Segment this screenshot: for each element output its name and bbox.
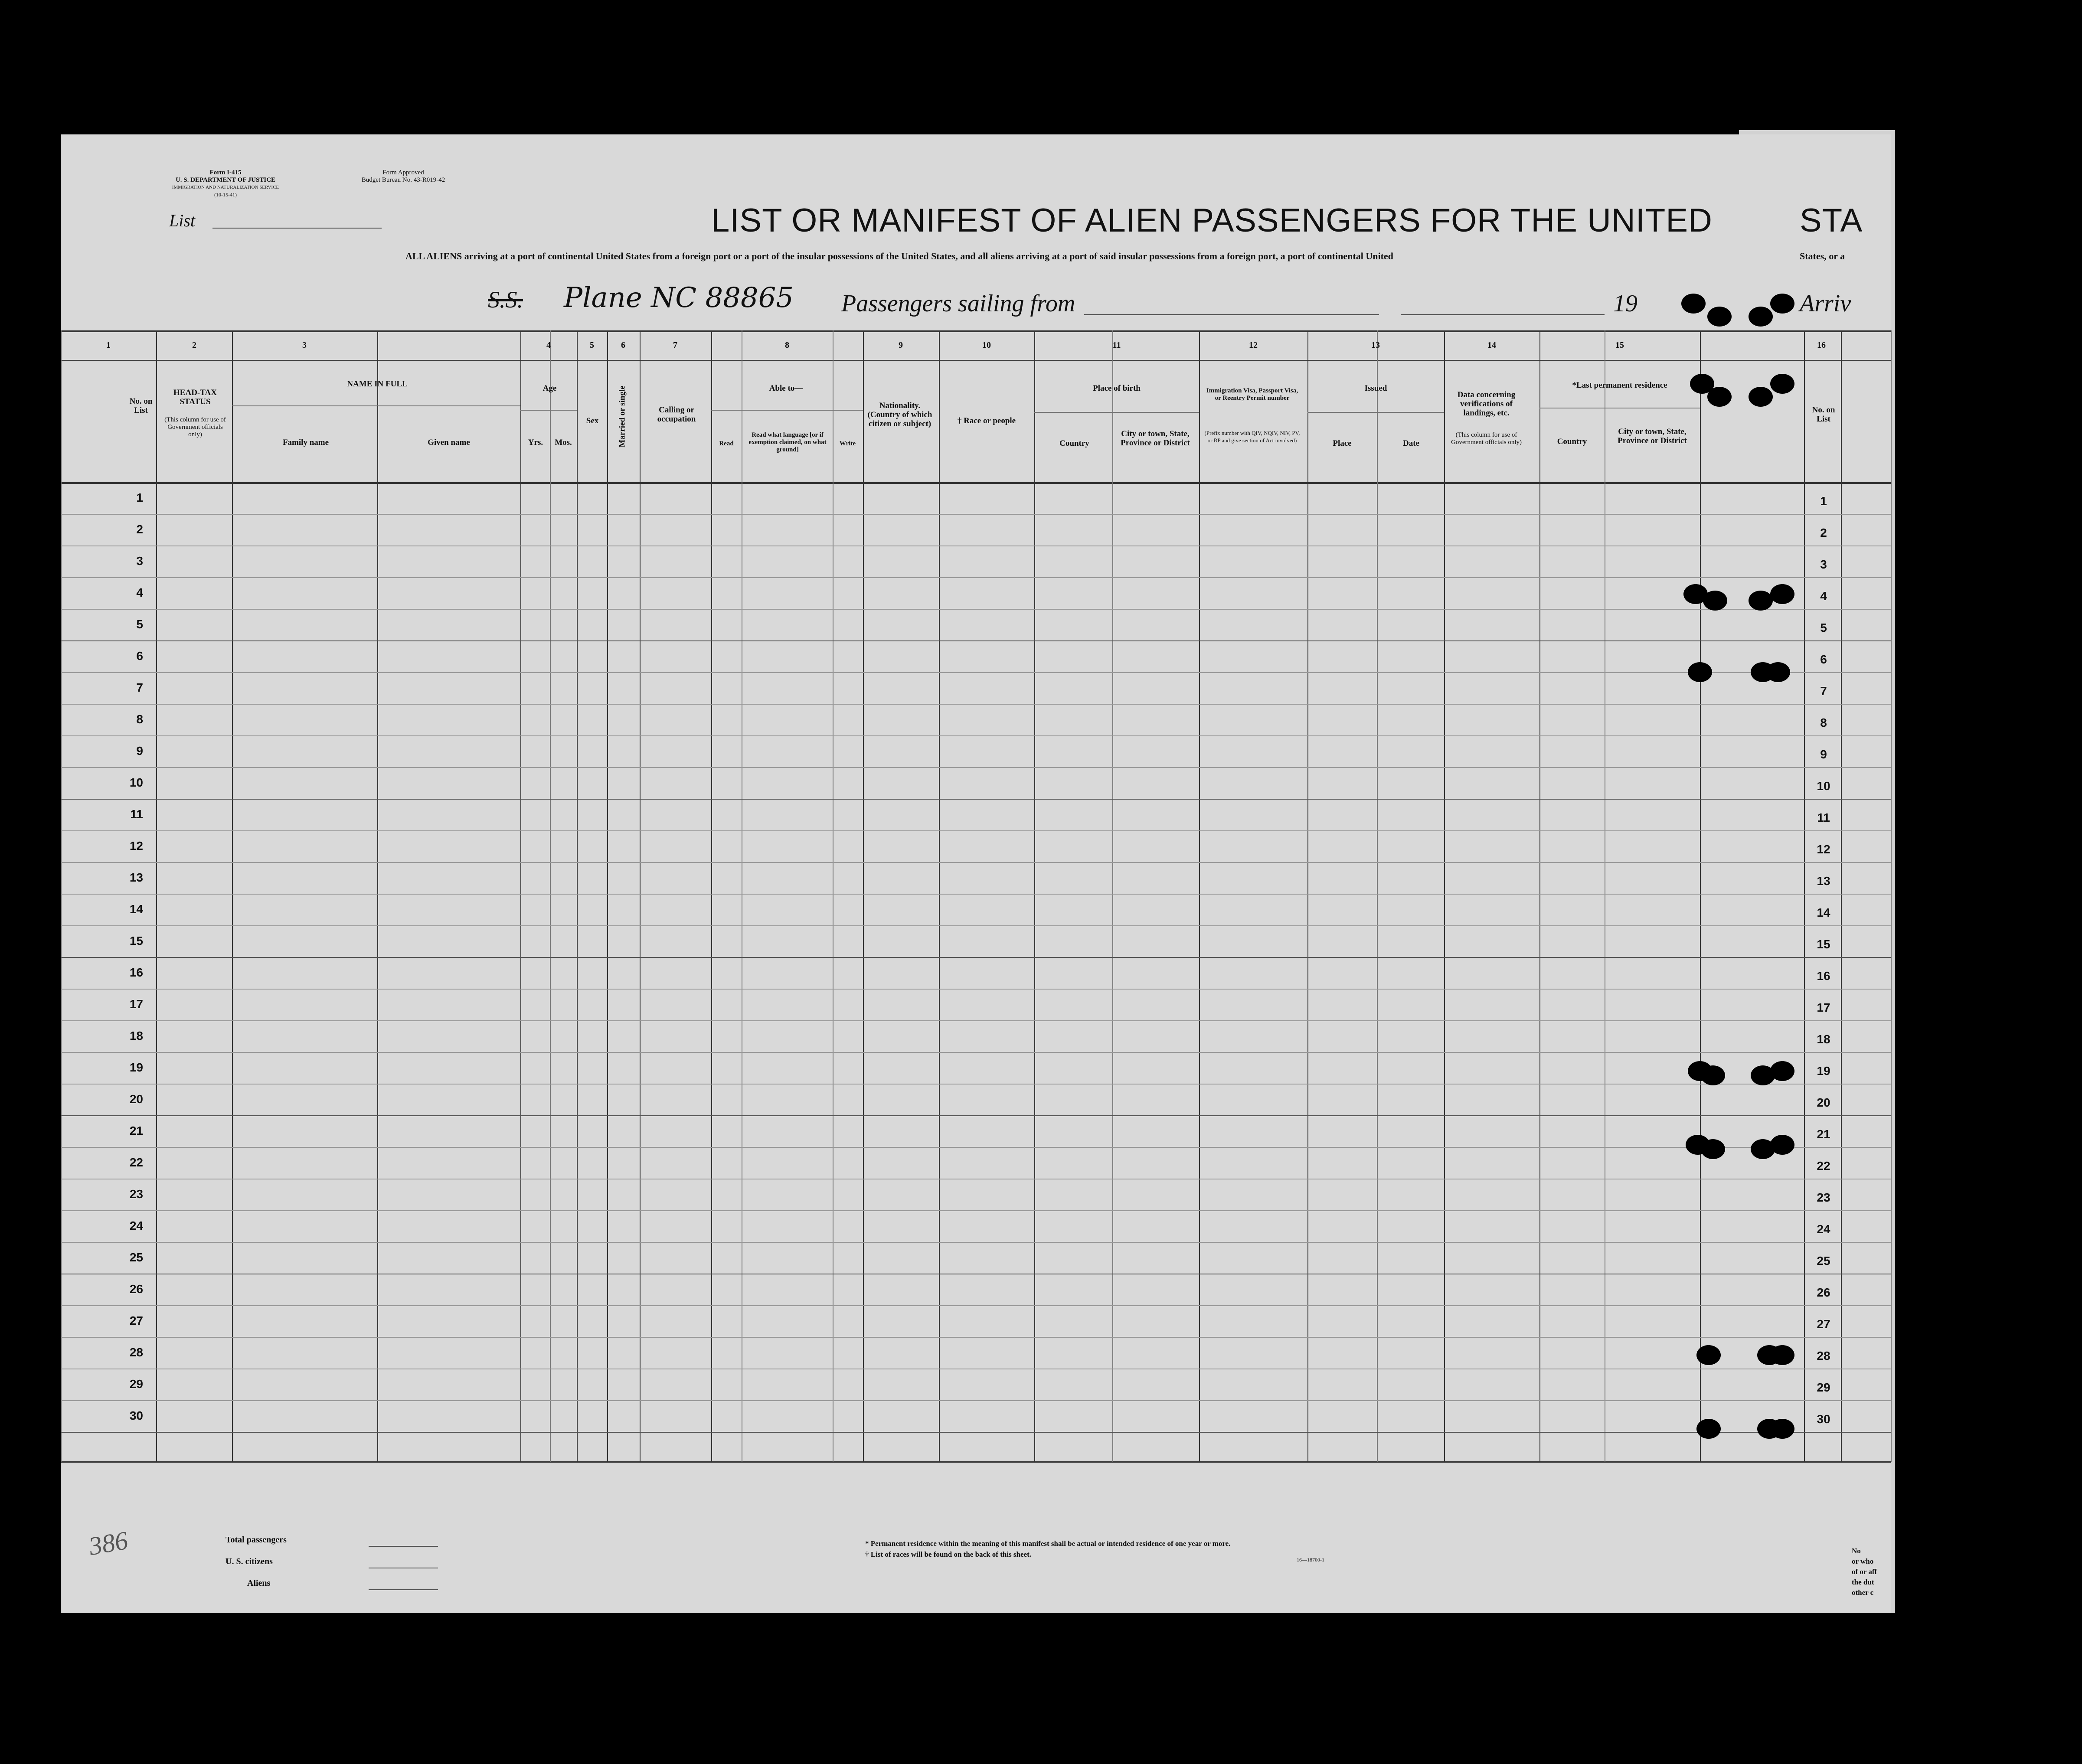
column-number: 2 [192, 340, 196, 350]
header-residence-city: City or town, State, Province or District [1618, 427, 1687, 445]
row-rule [61, 989, 1891, 990]
punch-hole [1681, 294, 1706, 314]
list-blank [212, 228, 382, 229]
column-divider [1199, 330, 1200, 1462]
row-number-right: 11 [1817, 811, 1830, 824]
row-rule [61, 894, 1891, 895]
column-divider [1841, 330, 1842, 1462]
row-number-right: 24 [1817, 1222, 1830, 1236]
row-number: 8 [136, 712, 143, 726]
row-rule [61, 799, 1891, 800]
row-number: 2 [136, 523, 143, 536]
header-able-to: Able to— [769, 384, 803, 393]
column-number: 14 [1487, 340, 1496, 350]
column-number: 1 [106, 340, 111, 350]
column-divider [1034, 330, 1035, 1462]
fragment-line: other c [1852, 1588, 1874, 1597]
header-last-residence: *Last permanent residence [1572, 381, 1667, 390]
row-rule [61, 925, 1891, 926]
row-number: 19 [129, 1061, 143, 1074]
row-number: 16 [129, 966, 143, 979]
row-number-right: 4 [1820, 589, 1827, 603]
row-number-right: 16 [1817, 969, 1830, 983]
row-rule [61, 1400, 1891, 1401]
column-number: 3 [302, 340, 307, 350]
table-bottom-rule [61, 1461, 1891, 1463]
header-race: † Race or people [957, 416, 1016, 425]
punch-hole [1770, 584, 1794, 604]
column-divider [1539, 330, 1540, 1462]
fragment-line: the dut [1852, 1578, 1874, 1586]
punch-hole [1770, 1345, 1794, 1365]
header-nationality: Nationality. (Country of which citizen or subject) [867, 401, 932, 428]
row-number-right: 14 [1817, 906, 1830, 919]
subheader-rule [711, 410, 863, 411]
row-number: 26 [129, 1282, 143, 1296]
sailing-from-label: Passengers sailing from [841, 290, 1075, 317]
column-number: 13 [1371, 340, 1380, 350]
date-blank [1401, 314, 1605, 315]
column-divider [156, 330, 157, 1462]
sailing-from-blank [1084, 314, 1379, 315]
column-number: 9 [899, 340, 903, 350]
header-age: Age [543, 384, 557, 393]
header-bottom-rule [61, 482, 1891, 484]
row-number-right: 2 [1820, 526, 1827, 539]
column-number: 10 [982, 340, 991, 350]
budget-info [338, 169, 468, 184]
row-number-right: 26 [1817, 1286, 1830, 1299]
column-divider [863, 330, 864, 1462]
date-code: (10-15-41) [214, 192, 237, 198]
page-title-continued: STA [1800, 202, 1863, 239]
punch-hole [1770, 1419, 1794, 1439]
handwritten-ship-name: Plane NC 88865 [564, 282, 794, 314]
row-rule [61, 1020, 1891, 1021]
punch-hole [1770, 1061, 1794, 1081]
fragment-line: or who [1852, 1557, 1874, 1565]
row-rule [61, 1432, 1891, 1433]
punch-hole [1701, 1065, 1725, 1085]
footer-citizens-label: U. S. citizens [226, 1557, 273, 1566]
footer-note-residence: * Permanent residence within the meaning of this manifest shall be actual or intended residence of one year or more. [865, 1539, 1231, 1548]
header-sex: Sex [586, 416, 599, 425]
right-margin-fragments [1852, 1546, 1877, 1598]
column-divider [232, 330, 233, 1462]
row-number: 24 [129, 1219, 143, 1232]
footer-print-code: 16—18700-1 [1297, 1557, 1324, 1563]
header-mos: Mos. [555, 438, 572, 447]
column-number: 15 [1615, 340, 1624, 350]
header-yrs: Yrs. [528, 438, 543, 447]
row-number-right: 8 [1820, 716, 1827, 729]
footer-aliens-blank [369, 1589, 438, 1590]
row-number-right: 28 [1817, 1349, 1830, 1362]
punch-hole [1766, 662, 1790, 682]
row-number: 5 [136, 617, 143, 631]
column-divider [61, 330, 62, 1462]
row-rule [61, 862, 1891, 863]
budget-bureau: Budget Bureau No. 43-R019-42 [361, 176, 445, 183]
footer-total-blank [369, 1546, 438, 1547]
row-number-right: 6 [1820, 653, 1827, 666]
header-no-on-list: No. on List [129, 397, 153, 415]
column-divider [377, 330, 378, 1462]
subtitle-continued: States, or a [1800, 251, 1845, 261]
punch-hole [1688, 662, 1712, 682]
handwritten-page-number: 386 [86, 1526, 130, 1561]
header-issued: Issued [1364, 384, 1387, 393]
row-rule [61, 830, 1891, 831]
punch-hole [1703, 591, 1727, 611]
row-rule [61, 1337, 1891, 1338]
column-divider [1377, 330, 1378, 1462]
department: U. S. DEPARTMENT OF JUSTICE [175, 176, 276, 183]
row-number-right: 18 [1817, 1032, 1830, 1046]
header-no-on-list-right: No. on List [1812, 405, 1835, 424]
subheader-rule [1307, 412, 1444, 413]
row-number: 18 [129, 1029, 143, 1042]
row-number-right: 13 [1817, 874, 1830, 888]
punch-hole [1696, 1419, 1721, 1439]
column-divider [1891, 330, 1892, 1462]
column-divider [577, 330, 578, 1462]
row-rule [61, 609, 1891, 610]
row-number-right: 19 [1817, 1064, 1830, 1078]
column-divider [1700, 330, 1701, 1462]
arrival-label: Arriv [1800, 290, 1851, 317]
row-number-right: 30 [1817, 1412, 1830, 1426]
header-residence-country: Country [1557, 437, 1587, 446]
row-rule [61, 1242, 1891, 1243]
colnum-rule [61, 360, 1891, 361]
row-number-right: 10 [1817, 779, 1830, 793]
row-number-right: 3 [1820, 558, 1827, 571]
row-rule [61, 704, 1891, 705]
row-number-right: 29 [1817, 1381, 1830, 1394]
header-read: Read [719, 440, 734, 447]
header-data-concerning: Data concerning verifications of landings, etc. [1457, 390, 1516, 418]
row-rule [61, 1147, 1891, 1148]
row-rule [61, 1210, 1891, 1211]
row-number: 28 [129, 1346, 143, 1359]
row-number: 25 [129, 1251, 143, 1264]
header-read-language: Read what language [or if exemption claimed, on what ground] [748, 431, 827, 453]
punch-hole [1749, 307, 1773, 327]
header-place-of-birth: Place of birth [1093, 384, 1141, 393]
column-number: 11 [1112, 340, 1121, 350]
header-data-note: (This column for use of Government officials only) [1451, 431, 1522, 446]
row-rule [61, 1052, 1891, 1053]
row-number: 13 [129, 871, 143, 884]
punch-hole [1707, 307, 1732, 327]
column-number: 12 [1249, 340, 1258, 350]
page-title: LIST OR MANIFEST OF ALIEN PASSENGERS FOR THE UNITED [711, 202, 1713, 239]
row-number: 7 [136, 681, 143, 694]
header-head-tax-note: (This column for use of Government officials only) [164, 416, 226, 438]
row-rule [61, 767, 1891, 768]
row-number: 23 [129, 1187, 143, 1201]
punch-hole [1770, 1135, 1794, 1155]
row-rule [61, 640, 1891, 641]
row-rule [61, 1084, 1891, 1085]
row-rule [61, 672, 1891, 673]
header-place: Place [1333, 439, 1352, 448]
fragment-line: No [1852, 1547, 1861, 1555]
row-rule [61, 514, 1891, 515]
punch-hole [1770, 374, 1794, 394]
form-number: Form I-415 [209, 169, 242, 176]
row-number: 1 [136, 491, 143, 504]
header-head-tax: HEAD-TAX STATUS [173, 388, 217, 406]
row-number-right: 15 [1817, 938, 1830, 951]
column-number: 6 [621, 340, 625, 350]
row-number-right: 25 [1817, 1254, 1830, 1267]
row-rule [61, 1305, 1891, 1306]
header-family-name: Family name [282, 438, 329, 447]
header-name-in-full: NAME IN FULL [347, 379, 408, 389]
column-number: 4 [546, 340, 551, 350]
row-number: 20 [129, 1092, 143, 1106]
row-number: 9 [136, 744, 143, 758]
row-number: 15 [129, 934, 143, 947]
header-married: Married or single [618, 385, 627, 448]
header-visa: Immigration Visa, Passport Visa, or Reentry Permit number [1206, 387, 1298, 402]
subheader-rule [1034, 412, 1199, 413]
fragment-line: of or aff [1852, 1568, 1877, 1576]
row-number: 29 [129, 1377, 143, 1391]
footer-aliens-label: Aliens [247, 1578, 271, 1588]
header-city: City or town, State, Province or District [1121, 429, 1190, 448]
footer-total-label: Total passengers [226, 1535, 287, 1545]
row-number-right: 1 [1820, 494, 1827, 508]
punch-hole [1701, 1139, 1725, 1159]
row-number: 4 [136, 586, 143, 599]
row-number: 12 [129, 839, 143, 853]
header-calling: Calling or occupation [657, 405, 696, 424]
row-number-right: 7 [1820, 684, 1827, 698]
row-number: 22 [129, 1156, 143, 1169]
row-rule [61, 577, 1891, 578]
column-number: 7 [673, 340, 677, 350]
list-label: List [169, 211, 196, 230]
punch-hole [1707, 387, 1732, 407]
row-rule [61, 735, 1891, 736]
header-country: Country [1059, 439, 1089, 448]
column-divider [1112, 330, 1113, 1462]
column-number: 16 [1817, 340, 1826, 350]
header-visa-note: (Prefix number with QIV, NQIV, NIV, PV, or RP and give section of Act involved) [1204, 430, 1300, 444]
column-divider [1307, 330, 1308, 1462]
row-number: 10 [129, 776, 143, 789]
row-number-right: 5 [1820, 621, 1827, 634]
header-date: Date [1403, 439, 1419, 448]
row-number-right: 23 [1817, 1191, 1830, 1204]
row-rule [61, 1115, 1891, 1116]
year-label: 19 [1613, 290, 1637, 317]
column-divider [550, 330, 551, 1462]
row-number-right: 20 [1817, 1096, 1830, 1109]
row-number: 14 [129, 902, 143, 916]
column-divider [520, 330, 521, 1462]
ship-prefix: S.S. [488, 287, 523, 313]
row-number: 17 [129, 997, 143, 1011]
punch-hole [1749, 591, 1773, 611]
header-given-name: Given name [428, 438, 470, 447]
service: IMMIGRATION AND NATURALIZATION SERVICE [172, 185, 279, 190]
header-write: Write [839, 440, 856, 447]
column-divider [607, 330, 608, 1462]
row-number-right: 27 [1817, 1317, 1830, 1331]
table-top-rule [61, 330, 1891, 332]
row-number-right: 22 [1817, 1159, 1830, 1173]
row-number: 21 [129, 1124, 143, 1137]
row-number-right: 21 [1817, 1127, 1830, 1141]
column-number: 5 [590, 340, 594, 350]
column-divider [640, 330, 641, 1462]
row-number: 27 [129, 1314, 143, 1327]
row-number-right: 17 [1817, 1001, 1830, 1014]
row-number: 3 [136, 554, 143, 568]
footer-note-races: † List of races will be found on the back of this sheet. [865, 1550, 1031, 1558]
row-number: 6 [136, 649, 143, 663]
column-divider [1444, 330, 1445, 1462]
row-rule [61, 957, 1891, 958]
subheader-rule [232, 405, 520, 406]
subheader-rule [520, 410, 577, 411]
column-divider [1804, 330, 1805, 1462]
form-approved: Form Approved [382, 169, 424, 176]
column-divider [939, 330, 940, 1462]
row-number: 30 [129, 1409, 143, 1422]
punch-hole [1696, 1345, 1721, 1365]
punch-hole [1749, 387, 1773, 407]
form-header [143, 169, 308, 199]
row-number-right: 12 [1817, 843, 1830, 856]
row-number-right: 9 [1820, 748, 1827, 761]
row-number: 11 [130, 807, 143, 821]
manifest-sheet [61, 134, 1891, 1613]
punch-hole [1770, 294, 1794, 314]
column-number: 8 [785, 340, 789, 350]
column-divider [711, 330, 712, 1462]
subtitle: ALL ALIENS arriving at a port of continental United States from a foreign port or a port of the insular possessions of the United States, and all aliens arriving at a port of said insular possessions from a foreign port, a port of continental United [405, 251, 1393, 261]
